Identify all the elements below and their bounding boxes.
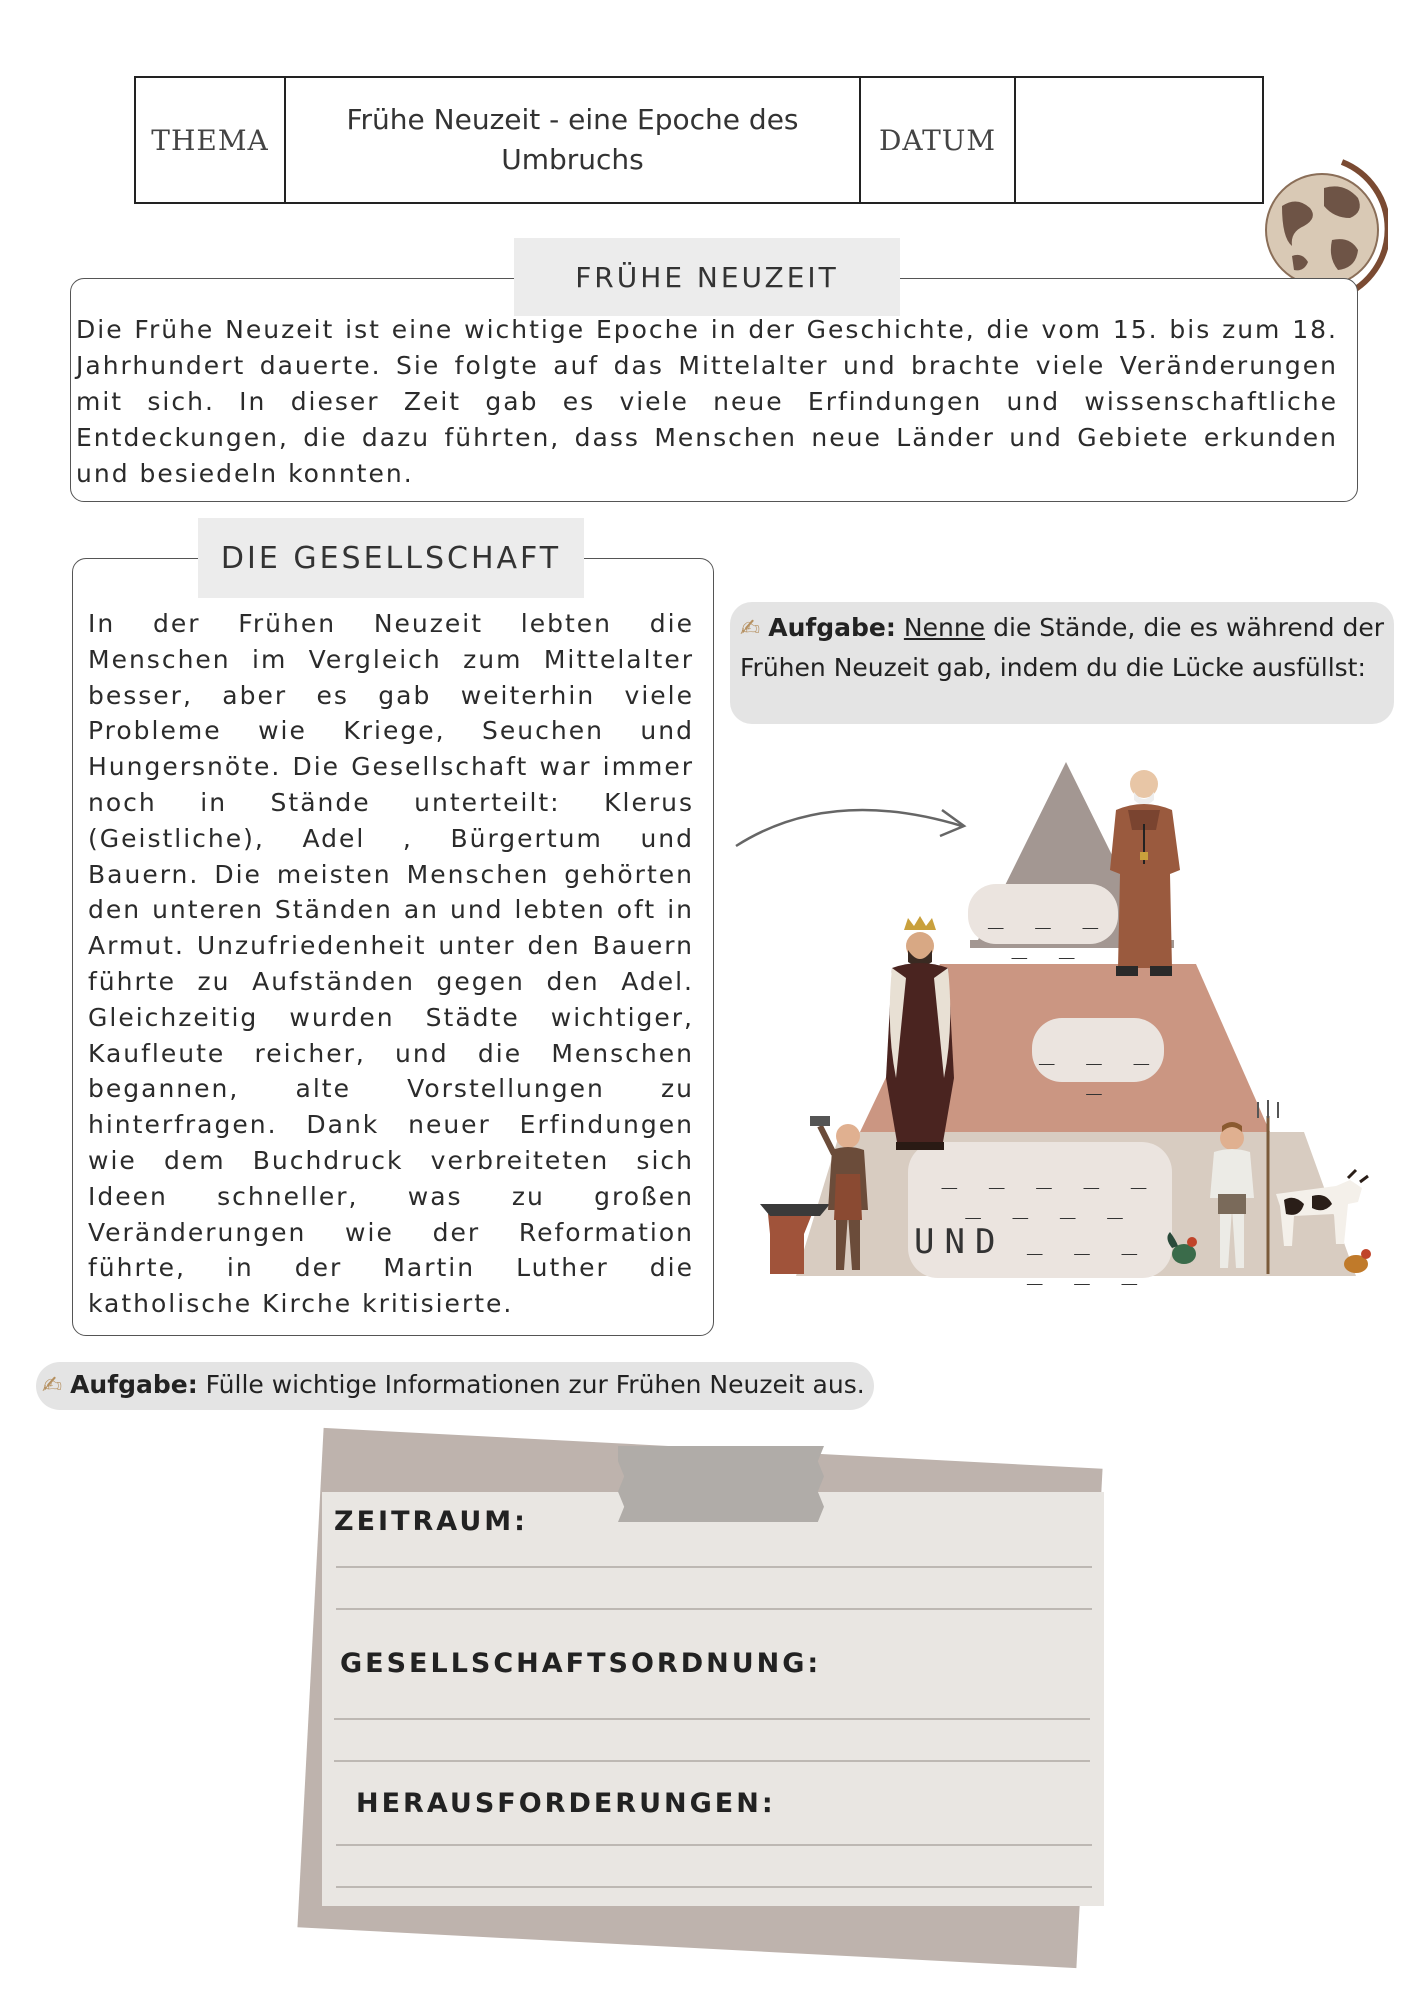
gesellschaft-line-2[interactable] <box>334 1760 1090 1762</box>
thema-label: THEMA <box>151 123 269 157</box>
task2-text <box>42 1365 872 1405</box>
pen-icon-2: ✍ <box>42 1371 63 1399</box>
task2-rest: Fülle wichtige Informationen zur Frühen Neuzeit aus. <box>197 1370 865 1399</box>
herausforderungen-line-1[interactable] <box>336 1844 1092 1846</box>
herausforderungen-line-2[interactable] <box>336 1886 1092 1888</box>
task1-rest: die Stände, die es während der Frühen Neuzeit gab, indem du die Lücke ausfüllst: <box>740 613 1384 682</box>
pen-icon: ✍ <box>740 614 761 642</box>
und-label: UND <box>914 1222 1006 1262</box>
zeitraum-line-2[interactable] <box>336 1608 1092 1610</box>
header-table <box>134 76 1264 204</box>
society-text: In der Frühen Neuzeit lebten die Menschen im Vergleich zum Mittelalter besser, aber es gab weiterhin viele Probleme wie Kriege, Seuchen und Hungersnöte. Die Gesellschaft war immer noch in Stände unterteilt: Klerus (Geistliche), Adel , Bürgertum und Bauern. Die meisten Menschen gehörten den unteren Ständen an und lebten oft in Armut. Unzufriedenheit unter den Bauern führte zu Aufständen gegen den Adel. Gleichzeitig wurden Städte wichtiger, Kaufleute reicher, und die Menschen begannen, alte Vorstellungen zu hinterfragen. Dank neuer Erfindungen wie dem Buchdruck verbreiteten sich Ideen schneller, was zu großen Veränderungen wie der Reformation führte, in der Martin Luther die katholische Kirche kritisierte. <box>88 609 694 1319</box>
task2-label: Aufgabe: <box>70 1370 198 1399</box>
datum-value-cell[interactable] <box>1016 78 1262 202</box>
intro-title <box>514 238 900 316</box>
intro-text: Die Frühe Neuzeit ist eine wichtige Epoche in der Geschichte, die vom 15. bis zum 18. Jahrhundert dauerte. Sie folgte auf das Mittelalter und brachte viele Veränderungen mit sich. In dieser Zeit gab es viele neue Erfindungen und wissenschaftliche Entdeckungen, die dazu führten, dass Menschen neue Länder und Gebiete erkunden und besiedeln konnten. <box>76 315 1338 488</box>
tape-strip <box>618 1446 824 1522</box>
society-title <box>198 518 584 598</box>
zeitraum-label: ZEITRAUM: <box>334 1506 528 1537</box>
task1-verb: Nenne <box>903 613 986 642</box>
herausforderungen-label: HERAUSFORDERUNGEN: <box>356 1788 776 1819</box>
blank-bottom-1[interactable]: _ _ _ _ _ _ _ _ _ <box>941 1160 1155 1220</box>
gesellschaft-line-1[interactable] <box>334 1718 1090 1720</box>
noble-figure <box>886 916 954 1150</box>
blank-middle[interactable]: _ _ _ _ <box>1038 1036 1158 1096</box>
datum-cell <box>861 78 1016 202</box>
page-title: Frühe Neuzeit - eine Epoche des Umbruchs <box>346 103 799 176</box>
title-cell <box>286 78 861 202</box>
hen-figure <box>1344 1249 1371 1273</box>
datum-label: DATUM <box>878 123 997 157</box>
gesellschaftsordnung-label: GESELLSCHAFTSORDNUNG: <box>340 1648 822 1679</box>
society-title-text: DIE GESELLSCHAFT <box>220 540 562 576</box>
blank-bottom-2[interactable]: _ _ _ _ _ _ <box>1026 1226 1146 1286</box>
task1-label: Aufgabe: <box>768 613 896 642</box>
intro-title-text: FRÜHE NEUZEIT <box>575 260 839 294</box>
task1-text <box>740 608 1384 688</box>
thema-cell <box>136 78 286 202</box>
zeitraum-line-1[interactable] <box>336 1566 1092 1568</box>
blank-top[interactable]: _ _ _ _ _ <box>987 900 1107 960</box>
